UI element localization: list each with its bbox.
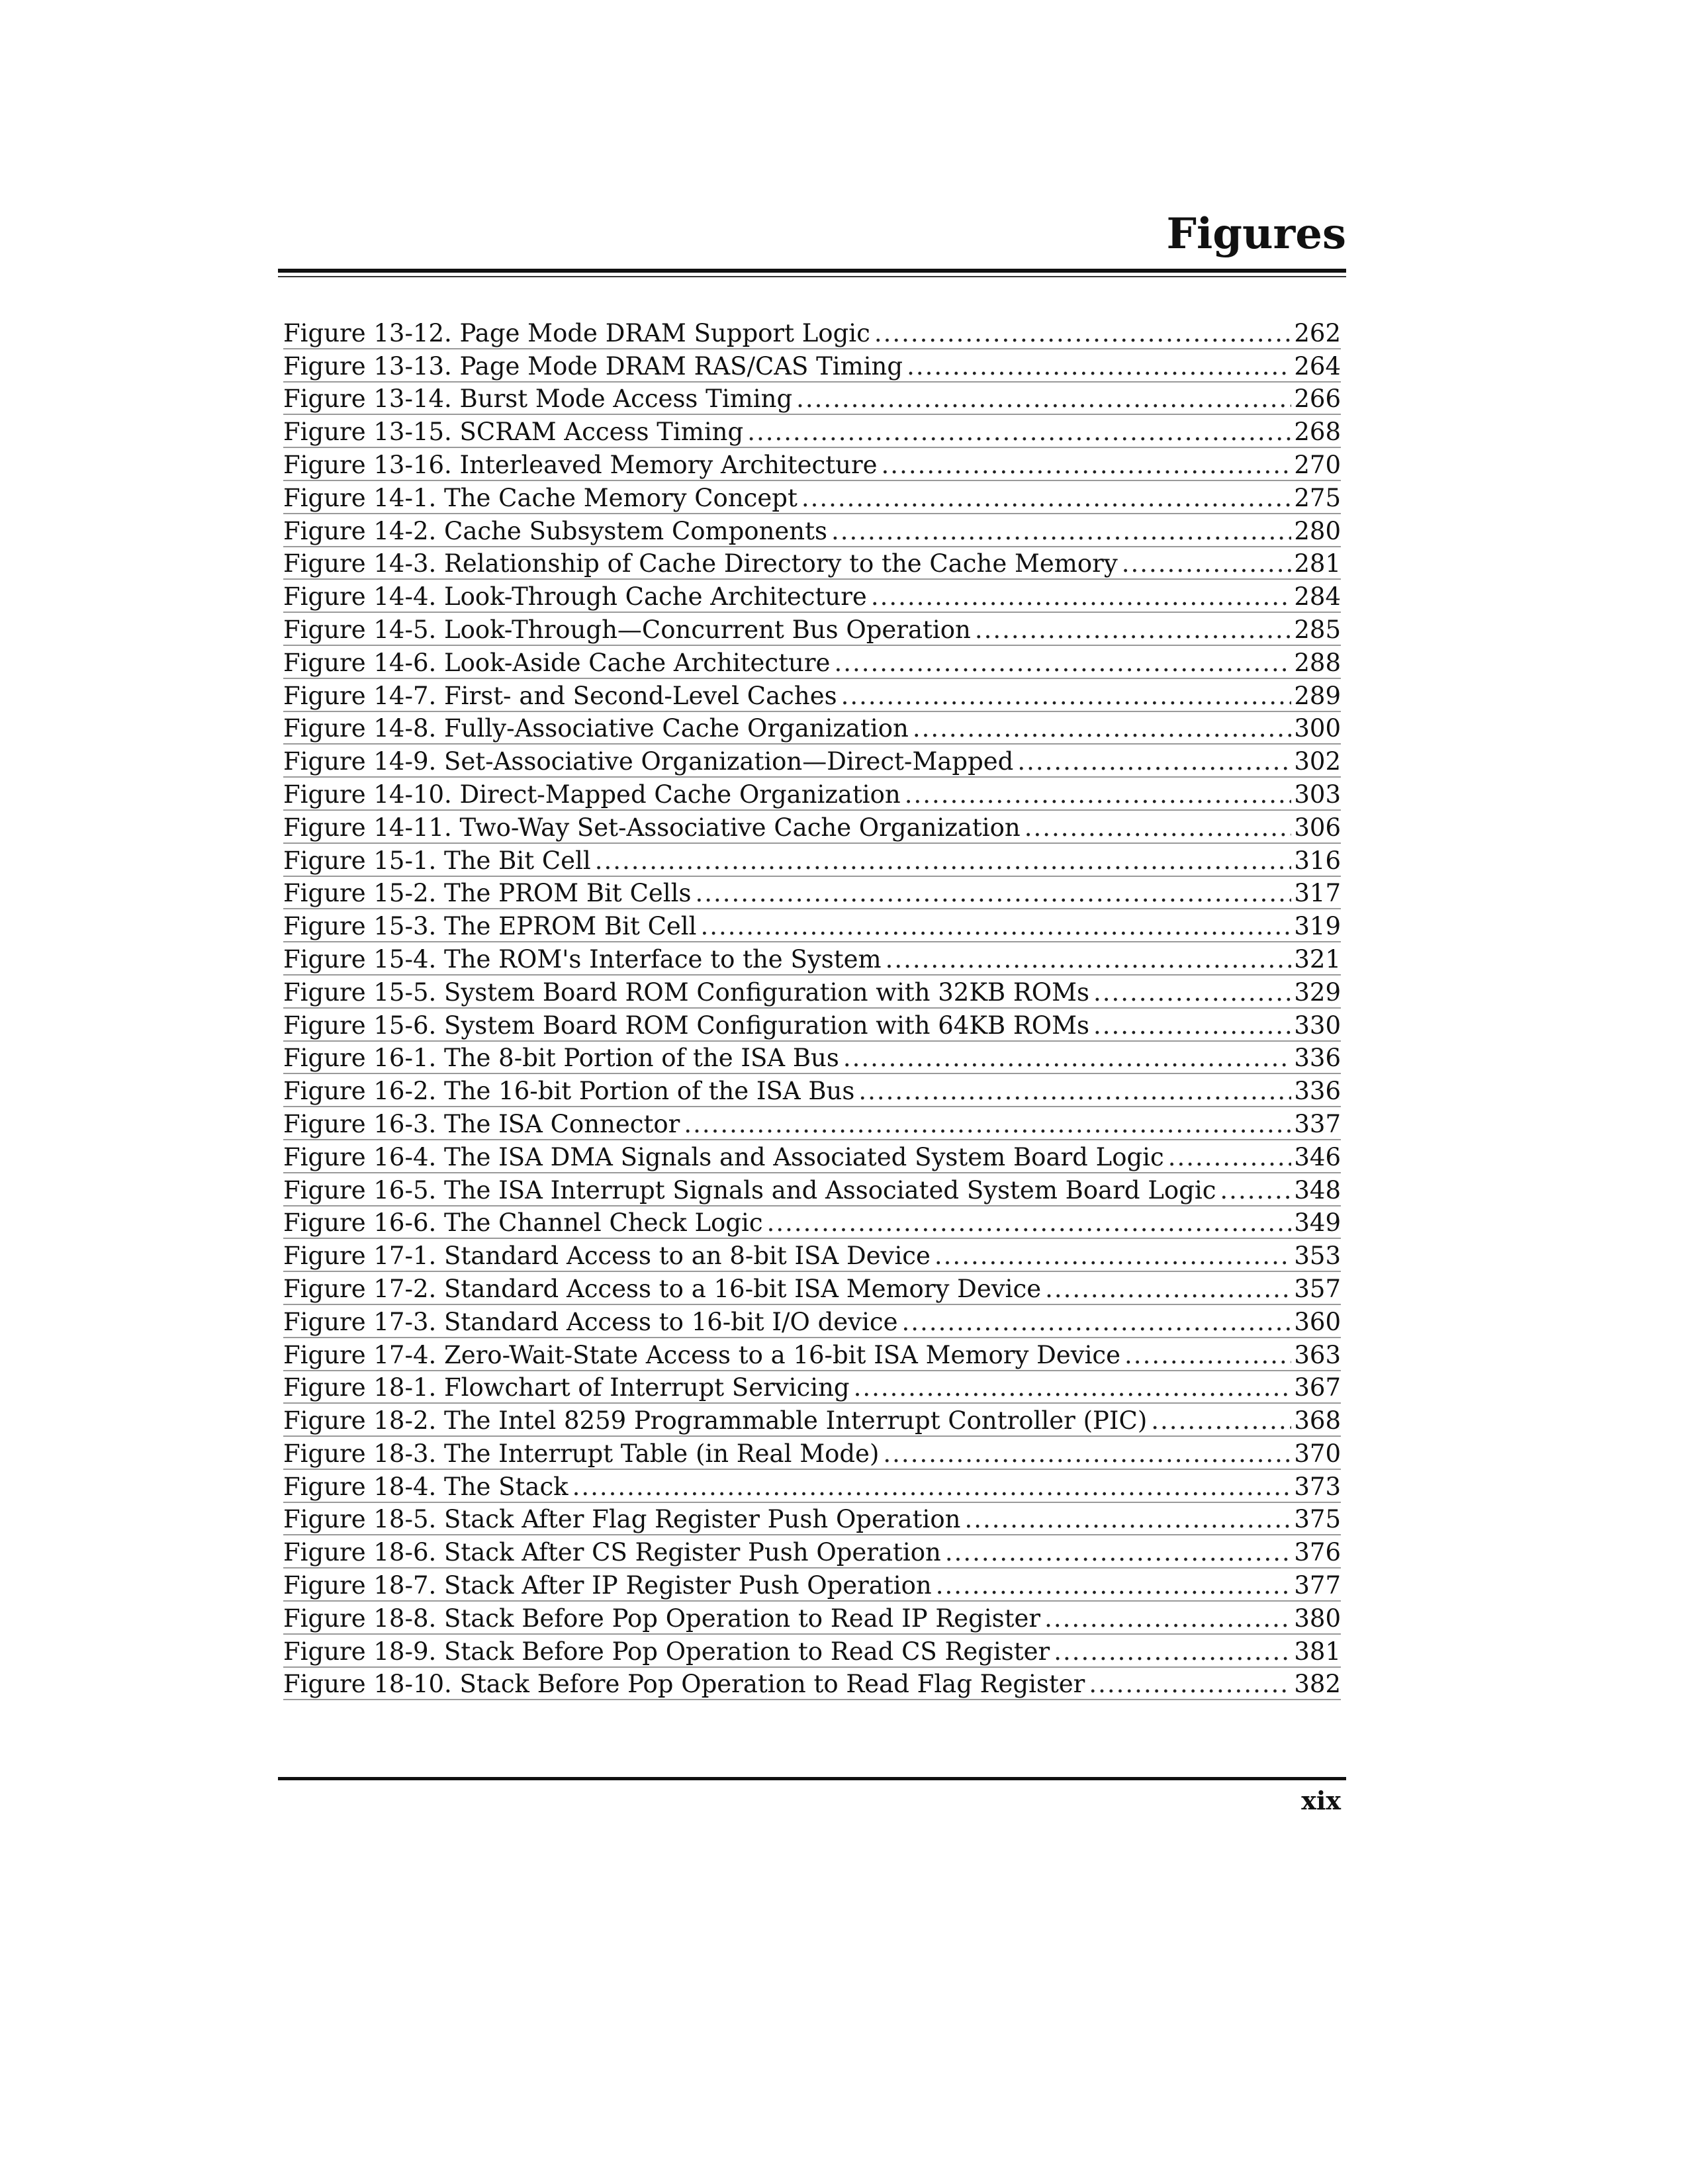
figure-entry[interactable] — [283, 679, 1341, 712]
figure-entry[interactable] — [283, 481, 1341, 514]
dot-leader — [1089, 1670, 1291, 1699]
figure-entry-label: Figure 18-10. Stack Before Pop Operation to Read Flag Register — [283, 1670, 1085, 1699]
figure-entry-label: Figure 17-4. Zero-Wait-State Access to a 16-bit ISA Memory Device — [283, 1340, 1121, 1369]
figure-entry-label: Figure 13-15. SCRAM Access Timing — [283, 418, 744, 447]
figure-entry[interactable] — [283, 1668, 1341, 1701]
dot-leader — [1017, 747, 1291, 776]
dot-leader — [902, 1308, 1292, 1337]
dot-leader — [843, 1044, 1292, 1073]
dot-leader — [801, 484, 1292, 513]
figure-entry-label: Figure 13-14. Burst Mode Access Timing — [283, 385, 793, 414]
dot-leader — [975, 615, 1292, 645]
figure-entry[interactable] — [283, 877, 1341, 910]
dot-leader — [1044, 1604, 1291, 1633]
dot-leader — [1124, 1341, 1291, 1370]
figure-entry-label: Figure 18-9. Stack Before Pop Operation to Read CS Register — [283, 1637, 1050, 1666]
figure-entry-label: Figure 14-8. Fully-Associative Cache Organization — [283, 714, 909, 743]
figure-entry-page: 373 — [1294, 1472, 1341, 1501]
dot-leader — [883, 1439, 1291, 1469]
figure-entry-label: Figure 14-5. Look-Through—Concurrent Bus Operation — [283, 615, 971, 644]
figure-entry-page: 302 — [1294, 747, 1341, 776]
title-rule-thin — [278, 276, 1346, 277]
figure-entry[interactable] — [283, 1470, 1341, 1503]
figure-entry-page: 367 — [1294, 1373, 1341, 1402]
figure-entry[interactable] — [283, 1074, 1341, 1107]
figure-entry[interactable] — [283, 580, 1341, 613]
dot-leader — [1122, 549, 1292, 578]
figure-entry[interactable] — [283, 811, 1341, 844]
figure-entry[interactable] — [283, 1404, 1341, 1437]
figure-entry-label: Figure 17-1. Standard Access to an 8-bit ISA Device — [283, 1242, 931, 1271]
dot-leader — [595, 846, 1292, 876]
figure-entry[interactable] — [283, 316, 1341, 349]
figure-entry-page: 280 — [1294, 516, 1341, 545]
dot-leader — [882, 451, 1292, 480]
figure-entry[interactable] — [283, 1371, 1341, 1404]
dot-leader — [695, 879, 1291, 908]
dot-leader — [934, 1242, 1291, 1271]
figure-entry-label: Figure 14-11. Two-Way Set-Associative Cache Organization — [283, 813, 1021, 842]
figure-entry[interactable] — [283, 1635, 1341, 1668]
figure-entry[interactable] — [283, 1437, 1341, 1470]
figure-entry-label: Figure 13-13. Page Mode DRAM RAS/CAS Timing — [283, 351, 903, 381]
figure-entry-page: 363 — [1294, 1340, 1341, 1369]
figure-entry-label: Figure 17-2. Standard Access to a 16-bit ISA Memory Device — [283, 1274, 1042, 1303]
figure-entry-page: 285 — [1294, 615, 1341, 644]
figure-entry-label: Figure 15-1. The Bit Cell — [283, 846, 591, 875]
dot-leader — [831, 517, 1291, 546]
dot-leader — [1220, 1176, 1291, 1205]
figure-entry-page: 319 — [1294, 912, 1341, 941]
dot-leader — [874, 319, 1292, 348]
dot-leader — [886, 945, 1292, 974]
figure-entry-label: Figure 14-4. Look-Through Cache Architecture — [283, 582, 867, 612]
dot-leader — [747, 418, 1291, 447]
figure-entry-label: Figure 18-7. Stack After IP Register Push Operation — [283, 1571, 932, 1600]
dot-leader — [767, 1208, 1292, 1238]
figure-entry-page: 281 — [1294, 549, 1341, 578]
figure-entry-label: Figure 13-16. Interleaved Memory Architecture — [283, 450, 878, 479]
figure-entry[interactable] — [283, 514, 1341, 547]
figure-entry-page: 317 — [1294, 879, 1341, 908]
figure-entry[interactable] — [283, 1569, 1341, 1602]
figure-entry-label: Figure 16-4. The ISA DMA Signals and Associated System Board Logic — [283, 1142, 1164, 1171]
figure-list — [283, 316, 1341, 1700]
title-rule — [278, 269, 1346, 273]
figure-entry-label: Figure 14-2. Cache Subsystem Components — [283, 516, 827, 545]
figure-entry-label: Figure 13-12. Page Mode DRAM Support Logic — [283, 318, 870, 347]
figure-entry-page: 349 — [1294, 1208, 1341, 1238]
figure-entry-label: Figure 15-3. The EPROM Bit Cell — [283, 912, 697, 941]
figure-entry[interactable] — [283, 1503, 1341, 1536]
figure-entry-page: 375 — [1294, 1505, 1341, 1534]
figure-entry[interactable] — [283, 349, 1341, 383]
dot-leader — [907, 352, 1291, 381]
figure-entry-page: 262 — [1294, 318, 1341, 347]
figure-entry-page: 268 — [1294, 418, 1341, 447]
figure-entry[interactable] — [283, 613, 1341, 646]
dot-leader — [834, 649, 1291, 678]
figure-entry-page: 329 — [1294, 978, 1341, 1007]
figure-entry-label: Figure 15-6. System Board ROM Configuration with 64KB ROMs — [283, 1011, 1089, 1040]
figure-entry-page: 264 — [1294, 351, 1341, 381]
figure-entry[interactable] — [283, 1042, 1341, 1075]
dot-leader — [684, 1110, 1291, 1139]
dot-leader — [913, 714, 1292, 743]
figure-entry-page: 357 — [1294, 1274, 1341, 1303]
dot-leader — [1151, 1406, 1291, 1435]
figure-entry-page: 321 — [1294, 944, 1341, 974]
figure-entry-page: 380 — [1294, 1604, 1341, 1633]
dot-leader — [858, 1077, 1291, 1106]
figure-entry-label: Figure 18-2. The Intel 8259 Programmable Interrupt Controller (PIC) — [283, 1406, 1148, 1435]
figure-entry-page: 284 — [1294, 582, 1341, 612]
dot-leader — [1025, 813, 1292, 842]
figure-entry-label: Figure 18-6. Stack After CS Register Push Operation — [283, 1538, 941, 1567]
dot-leader — [796, 385, 1291, 414]
dot-leader — [871, 582, 1292, 612]
figure-entry-page: 288 — [1294, 648, 1341, 677]
figure-entry[interactable] — [283, 778, 1341, 811]
figure-entry[interactable] — [283, 1206, 1341, 1240]
figure-entry-label: Figure 16-6. The Channel Check Logic — [283, 1208, 763, 1238]
figure-entry-label: Figure 16-2. The 16-bit Portion of the ISA Bus — [283, 1077, 855, 1106]
figure-entry-page: 330 — [1294, 1011, 1341, 1040]
figure-entry-page: 275 — [1294, 483, 1341, 512]
figure-entry[interactable] — [283, 1305, 1341, 1338]
figure-entry-label: Figure 15-4. The ROM's Interface to the System — [283, 944, 882, 974]
figure-entry-label: Figure 18-1. Flowchart of Interrupt Servicing — [283, 1373, 850, 1402]
page-title: Figures — [1166, 209, 1346, 259]
figure-entry-label: Figure 15-2. The PROM Bit Cells — [283, 879, 692, 908]
dot-leader — [945, 1538, 1292, 1567]
figure-entry[interactable] — [283, 976, 1341, 1009]
figure-entry[interactable] — [283, 1535, 1341, 1569]
dot-leader — [1093, 1011, 1291, 1040]
figure-entry-label: Figure 14-3. Relationship of Cache Directory to the Cache Memory — [283, 549, 1118, 578]
dot-leader — [572, 1473, 1292, 1502]
figure-entry[interactable] — [283, 1107, 1341, 1140]
figure-entry-page: 346 — [1294, 1142, 1341, 1171]
dot-leader — [854, 1373, 1292, 1402]
figure-entry-label: Figure 14-9. Set-Associative Organization—Direct-Mapped — [283, 747, 1014, 776]
figure-entry-label: Figure 16-1. The 8-bit Portion of the ISA Bus — [283, 1044, 839, 1073]
figure-entry-page: 300 — [1294, 714, 1341, 743]
figure-entry-label: Figure 14-1. The Cache Memory Concept — [283, 483, 797, 512]
figure-entry-label: Figure 14-6. Look-Aside Cache Architecture — [283, 648, 831, 677]
figure-entry-label: Figure 18-8. Stack Before Pop Operation to Read IP Register — [283, 1604, 1041, 1633]
figure-entry-page: 376 — [1294, 1538, 1341, 1567]
figure-entry-label: Figure 18-5. Stack After Flag Register Push Operation — [283, 1505, 961, 1534]
figure-entry-label: Figure 16-3. The ISA Connector — [283, 1109, 680, 1138]
figure-entry-page: 370 — [1294, 1439, 1341, 1468]
dot-leader — [936, 1571, 1292, 1600]
figure-entry-label: Figure 16-5. The ISA Interrupt Signals and Associated System Board Logic — [283, 1175, 1216, 1205]
figure-entry-page: 360 — [1294, 1307, 1341, 1336]
dot-leader — [1093, 978, 1291, 1007]
figure-entry-page: 316 — [1294, 846, 1341, 875]
figure-entry-label: Figure 15-5. System Board ROM Configuration with 32KB ROMs — [283, 978, 1089, 1007]
figure-entry[interactable] — [283, 547, 1341, 580]
figure-entry-page: 353 — [1294, 1242, 1341, 1271]
figure-entry-label: Figure 17-3. Standard Access to 16-bit I/O device — [283, 1307, 898, 1336]
figure-entry-label: Figure 18-3. The Interrupt Table (in Real Mode) — [283, 1439, 880, 1468]
figure-entry[interactable] — [283, 646, 1341, 679]
figure-entry-page: 382 — [1294, 1670, 1341, 1699]
dot-leader — [1168, 1143, 1292, 1172]
figure-entry-label: Figure 14-10. Direct-Mapped Cache Organization — [283, 780, 901, 809]
figure-entry[interactable] — [283, 383, 1341, 416]
figure-entry[interactable] — [283, 844, 1341, 877]
figure-entry-page: 348 — [1294, 1175, 1341, 1205]
figure-entry-page: 303 — [1294, 780, 1341, 809]
footer-rule — [278, 1777, 1346, 1780]
figure-entry-page: 289 — [1294, 681, 1341, 710]
figure-entry[interactable] — [283, 1272, 1341, 1305]
figure-entry-page: 377 — [1294, 1571, 1341, 1600]
figure-entry[interactable] — [283, 1602, 1341, 1635]
dot-leader — [1054, 1637, 1291, 1666]
figure-entry[interactable] — [283, 745, 1341, 778]
figure-entry[interactable] — [283, 942, 1341, 976]
figure-entry[interactable] — [283, 448, 1341, 481]
figure-entry[interactable] — [283, 1009, 1341, 1042]
figure-entry-page: 337 — [1294, 1109, 1341, 1138]
dot-leader — [841, 682, 1292, 711]
figure-entry-page: 368 — [1294, 1406, 1341, 1435]
figure-entry[interactable] — [283, 712, 1341, 745]
figure-entry[interactable] — [283, 1140, 1341, 1173]
figure-entry[interactable] — [283, 1173, 1341, 1206]
figure-entry[interactable] — [283, 1338, 1341, 1371]
figure-entry[interactable] — [283, 415, 1341, 448]
figure-entry[interactable] — [283, 1239, 1341, 1272]
dot-leader — [700, 912, 1291, 941]
page-number: xix — [1301, 1786, 1341, 1815]
figure-entry-page: 336 — [1294, 1044, 1341, 1073]
figure-entry[interactable] — [283, 909, 1341, 942]
figure-entry-page: 336 — [1294, 1077, 1341, 1106]
figure-entry-page: 381 — [1294, 1637, 1341, 1666]
figure-entry-label: Figure 14-7. First- and Second-Level Caches — [283, 681, 837, 710]
dot-leader — [905, 780, 1292, 809]
dot-leader — [1045, 1275, 1291, 1304]
figure-entry-page: 306 — [1294, 813, 1341, 842]
figure-entry-label: Figure 18-4. The Stack — [283, 1472, 569, 1501]
figure-entry-page: 266 — [1294, 385, 1341, 414]
dot-leader — [964, 1505, 1291, 1534]
figure-entry-page: 270 — [1294, 450, 1341, 479]
